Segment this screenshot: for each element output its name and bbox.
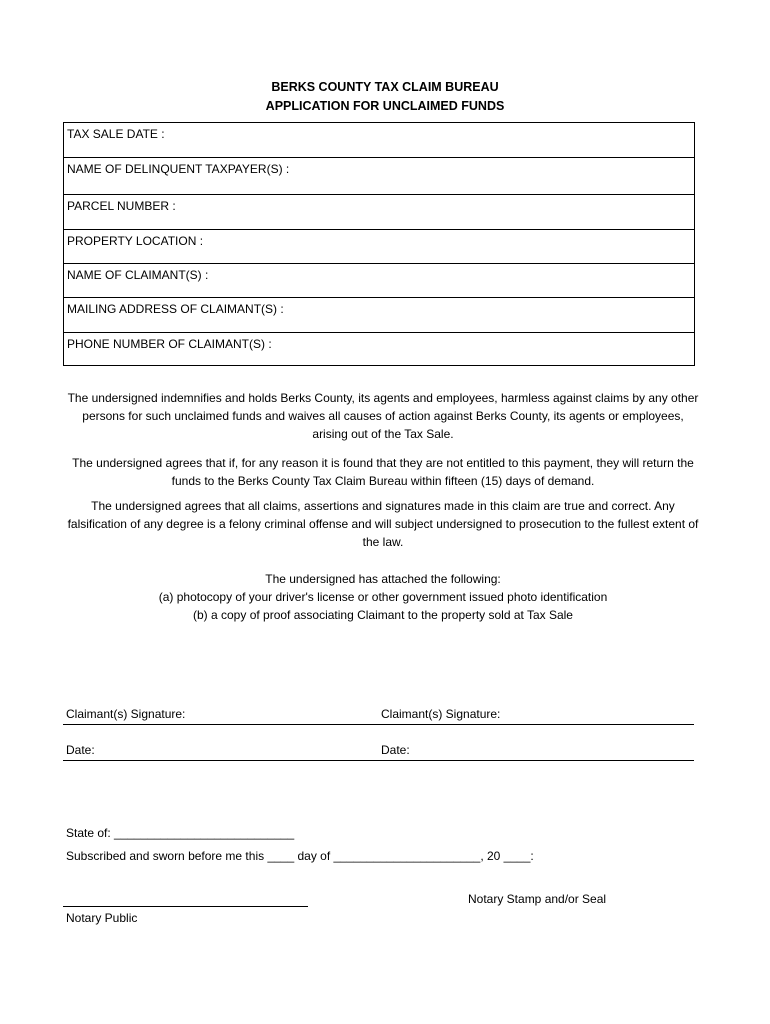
- field-claimant-name[interactable]: NAME OF CLAIMANT(S) :: [64, 263, 694, 297]
- notary-public-label: Notary Public: [66, 911, 138, 925]
- notary-signature-line[interactable]: [63, 905, 308, 907]
- field-claimant-address[interactable]: MAILING ADDRESS OF CLAIMANT(S) :: [64, 297, 694, 332]
- date-field-2[interactable]: Date:: [378, 743, 694, 761]
- form-title: BERKS COUNTY TAX CLAIM BUREAU: [271, 80, 499, 94]
- claimant-signature-1[interactable]: Claimant(s) Signature:: [63, 707, 378, 725]
- sworn-statement-line[interactable]: Subscribed and sworn before me this ____ day of ______________________, 20 ____:: [66, 849, 534, 863]
- state-of-line[interactable]: State of: ___________________________: [66, 826, 295, 840]
- attachment-a: (a) photocopy of your driver's license or other government issued photo identification: [158, 590, 608, 604]
- notary-stamp-label: Notary Stamp and/or Seal: [468, 892, 607, 906]
- attachment-b: (b) a copy of proof associating Claimant to the property sold at Tax Sale: [193, 608, 573, 622]
- field-claimant-phone[interactable]: PHONE NUMBER OF CLAIMANT(S) :: [64, 332, 694, 365]
- refund-paragraph: The undersigned agrees that if, for any reason it is found that they are not entitled to this payment, they will return the funds to the Berks County Tax Claim Bureau within fifteen (15) days of demand.: [72, 456, 694, 488]
- field-tax-sale-date[interactable]: TAX SALE DATE :: [67, 127, 165, 141]
- field-parcel-number[interactable]: PARCEL NUMBER :: [64, 194, 694, 229]
- field-delinquent-taxpayer[interactable]: NAME OF DELINQUENT TAXPAYER(S) :: [64, 157, 694, 194]
- form-subtitle: APPLICATION FOR UNCLAIMED FUNDS: [265, 99, 505, 113]
- truthfulness-paragraph: The undersigned agrees that all claims, assertions and signatures made in this claim are true and correct. Any falsification of any degree is a felony criminal offense and will subject undersigned to prosecution to the fullest extent of the law.: [67, 499, 699, 549]
- claim-fields-table: [63, 122, 695, 366]
- date-field-1[interactable]: Date:: [63, 743, 378, 761]
- attachments-intro: The undersigned has attached the following:: [265, 572, 501, 586]
- field-property-location[interactable]: PROPERTY LOCATION :: [64, 229, 694, 263]
- claimant-signature-2[interactable]: Claimant(s) Signature:: [378, 707, 694, 725]
- indemnify-paragraph: The undersigned indemnifies and holds Berks County, its agents and employees, harmless against claims by any other persons for such unclaimed funds and waives all causes of action against Berks County, its agents or employees, arising out of the Tax Sale.: [67, 391, 699, 441]
